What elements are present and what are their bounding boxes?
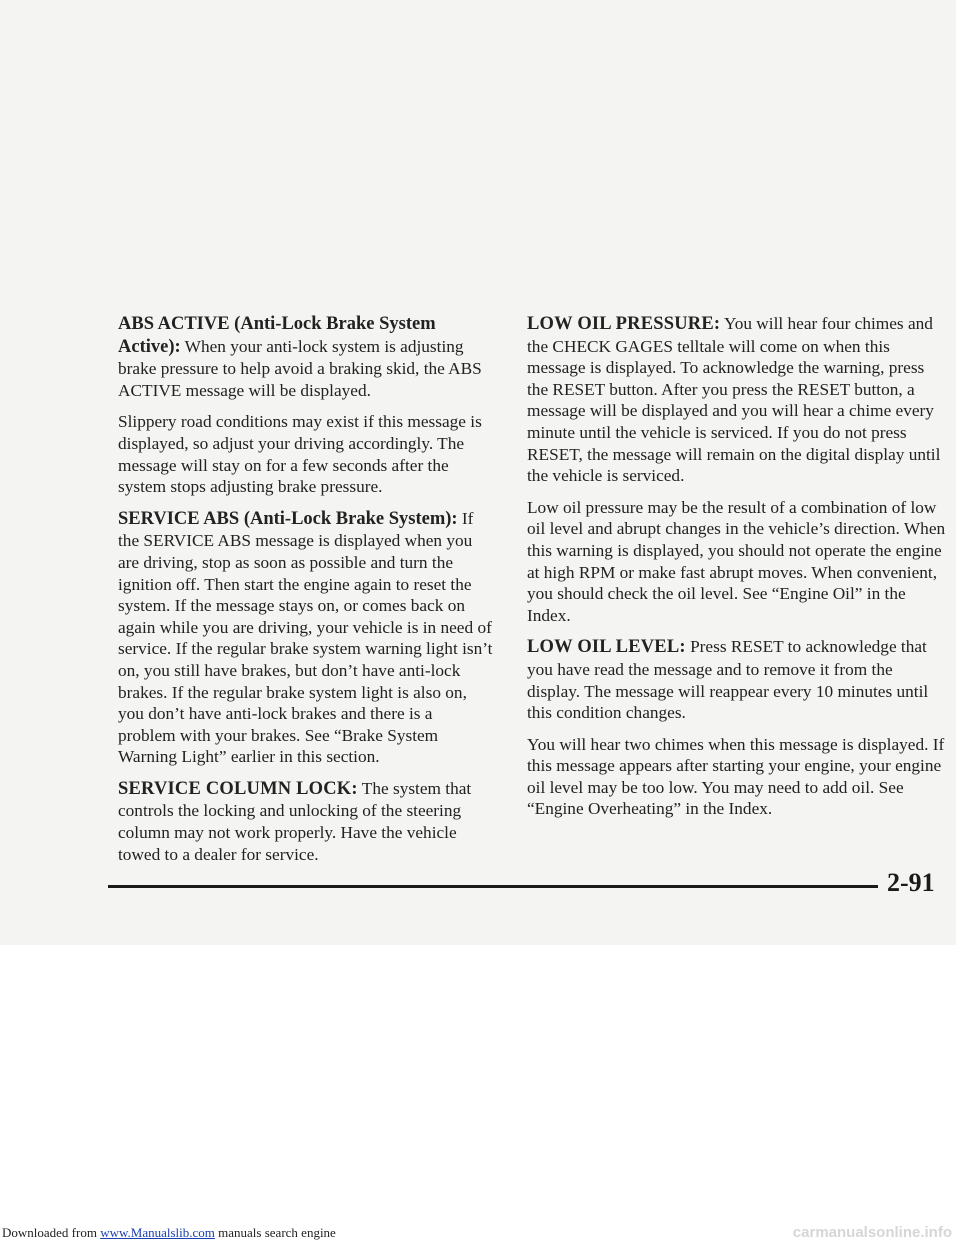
abs-active-section — [118, 313, 494, 401]
low-oil-pressure-section — [527, 313, 947, 487]
service-column-lock-section — [118, 778, 494, 865]
two-chimes-paragraph — [527, 734, 947, 820]
low-oil-level-heading: LOW OIL LEVEL: — [527, 637, 686, 658]
low-oil-pressure-heading: LOW OIL PRESSURE: — [527, 314, 721, 334]
two-chimes-text: You will hear two chimes when this message is displayed. If this message appears after starting your engine, your engine oil level may be too low. You may need to add oil. See “Engine Overheating” in the Index. — [527, 734, 945, 819]
carmanualsonline-watermark: carmanualsonline.info — [792, 1224, 952, 1241]
right-column — [527, 313, 947, 830]
low-oil-level-text: Press RESET to acknowledge that you have read the message and to remove it from the display. The message will reappear every 10 minutes until this condition changes. — [527, 637, 929, 723]
service-column-lock-heading: SERVICE COLUMN LOCK: — [118, 778, 358, 799]
service-abs-heading: SERVICE ABS (Anti-Lock Brake System): — [118, 508, 458, 529]
download-notice — [2, 1224, 336, 1242]
footer-rule — [108, 885, 878, 888]
service-abs-section — [118, 508, 494, 768]
manualslib-link[interactable]: www.Manualslib.com — [100, 1225, 215, 1240]
page-number: 2-91 — [887, 868, 935, 897]
abs-active-heading: ABS ACTIVE (Anti-Lock Brake System Active): — [118, 314, 436, 357]
left-column — [118, 313, 494, 875]
slippery-road-paragraph — [118, 411, 494, 497]
slippery-road-text: Slippery road conditions may exist if this message is displayed, so adjust your driving accordingly. The message will stay on for a few seconds after the system stops adjusting brake pressure. — [118, 412, 482, 497]
service-column-lock-text: The system that controls the locking and unlocking of the steering column may not work properly. Have the vehicle towed to a dealer for service. — [118, 778, 472, 864]
abs-active-text: When your anti-lock system is adjusting brake pressure to help avoid a braking skid, the ABS ACTIVE message will be displayed. — [118, 336, 482, 400]
low-oil-level-section — [527, 636, 947, 723]
low-oil-pressure-cause-paragraph — [527, 497, 947, 627]
service-abs-text: If the SERVICE ABS message is displayed when you are driving, stop as soon as possible and turn the ignition off. Then start the engine again to reset the system. If the message stays on, or comes back on again while you are driving, your vehicle is in need of service. If the regular brake system warning light isn’t on, you still have brakes, but don’t have anti-lock brakes. If the regular brake system light is also on, you don’t have anti-lock brakes and there is a problem with your brakes. See “Brake System Warning Light” earlier in this section. — [118, 508, 493, 767]
download-footer — [0, 1224, 960, 1242]
low-oil-pressure-cause-text: Low oil pressure may be the result of a combination of low oil level and abrupt changes in the vehicle’s direction. When this warning is displayed, you should not operate the engine at high RPM or make fast abrupt moves. When convenient, you should check the oil level. See “Engine Oil” in the Index. — [527, 497, 946, 625]
download-prefix: Downloaded from — [2, 1225, 101, 1240]
low-oil-pressure-text: You will hear four chimes and the CHECK GAGES telltale will come on when this message is displayed. To acknowledge the warning, press the RESET button. After you press the RESET button, a message will be displayed and you will hear a chime every minute until the vehicle is serviced. If you do not press RESET, the message will remain on the digital display until the vehicle is serviced. — [527, 314, 941, 486]
download-suffix: manuals search engine — [214, 1225, 336, 1240]
